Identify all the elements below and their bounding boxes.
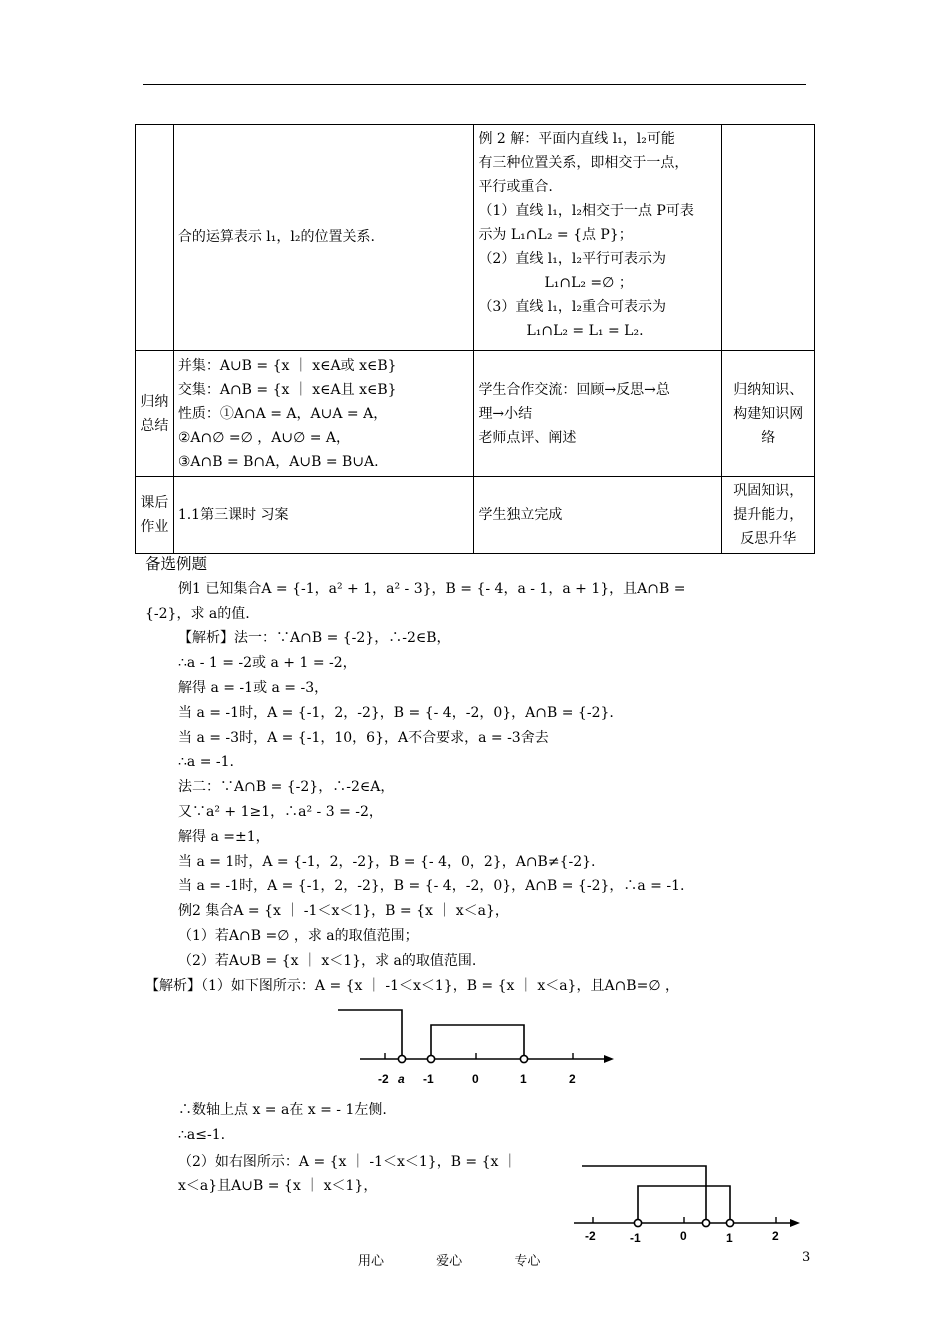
text-line: {-2}，求 a的值. (145, 605, 250, 622)
text-line: 法二：∵A∩B = {-2}，∴-2∈A， (178, 779, 395, 796)
cell-line: （2）直线 l₁，l₂平行可表示为 (478, 251, 666, 267)
section-heading: 备选例题 (145, 555, 208, 573)
cell-line: L₁∩L₂ =∅ ； (544, 275, 633, 291)
text-line: 解得 a =±1， (178, 828, 270, 845)
text-line: （1）若A∩B =∅ ，求 a的取值范围； (178, 927, 419, 944)
tick-label: a (398, 1072, 405, 1086)
tick-label: 0 (472, 1072, 479, 1086)
table-cell: 归纳知识、构建知识网络 (722, 351, 815, 477)
text-line: 又∵a² + 1≥1，∴a² - 3 = -2， (178, 803, 383, 820)
tick-label: 1 (520, 1072, 527, 1086)
text-line: （2）如右图所示：A = {x ｜ -1＜x＜1}，B = {x ｜ (178, 1153, 517, 1170)
header-rule (143, 84, 806, 85)
footer-word: 爱心 (436, 1254, 463, 1269)
cell-line: L₁∩L₂ = L₁ = L₂. (526, 323, 644, 339)
table-cell (136, 125, 174, 351)
cell-line: （3）直线 l₁，l₂重合可表示为 (478, 299, 666, 315)
text-line: 解得 a = -1或 a = -3， (178, 679, 329, 696)
tick-label: -2 (585, 1229, 596, 1243)
page-number: 3 (802, 1250, 811, 1265)
text-line: ∴a - 1 = -2或 a + 1 = -2， (178, 655, 357, 672)
table-cell (173, 351, 474, 477)
text-line: x＜a}且A∪B = {x ｜ x＜1}， (178, 1178, 378, 1195)
table-row (136, 477, 815, 554)
cell-line: 并集：A∪B = {x ｜ x∈A或 x∈B} (177, 357, 397, 374)
text-line: 例1 已知集合A = {-1，a² + 1，a² - 3}，B = {- 4，a - 1，a + 1}，且A∩B = (178, 580, 686, 597)
tick-label: 0 (680, 1229, 687, 1243)
number-line-figure-2 (568, 1158, 808, 1246)
number-line-figure-1 (330, 998, 620, 1094)
text-line: 当 a = -3时，A = {-1，10，6}，A不合要求，a = -3舍去 (178, 729, 549, 746)
table-row (136, 351, 815, 477)
cell-line: ②A∩∅ =∅ ，A∪∅ = A， (177, 429, 351, 446)
tick-label: 2 (772, 1229, 779, 1243)
tick-label: 1 (726, 1231, 733, 1245)
cell-line: 性质：①A∩A = A，A∪A = A， (177, 405, 388, 422)
cell-line: 交集：A∩B = {x ｜ x∈A且 x∈B} (177, 381, 397, 398)
tick-label: -1 (630, 1231, 641, 1245)
text-line: 例2 集合A = {x ｜ -1＜x＜1}，B = {x ｜ x＜a}， (178, 903, 509, 920)
table-cell: 学生独立完成 (474, 477, 722, 554)
text-line: 【解析】（1）如下图所示：A = {x ｜ -1＜x＜1}，B = {x ｜ x＜a}，且A∩B=∅ ， (145, 977, 679, 994)
table-cell (474, 351, 722, 477)
text-line: 【解析】法一：∵A∩B = {-2}，∴-2∈B， (178, 630, 451, 647)
cell-line: ③A∩B = B∩A，A∪B = B∪A. (177, 453, 379, 470)
cell-line: 学生合作交流：回顾→反思→总 (478, 381, 670, 398)
text-line: 当 a = 1时，A = {-1，2，-2}，B = {- 4，0，2}，A∩B≠{-2}. (178, 853, 596, 870)
text-line: 当 a = -1时，A = {-1，2，-2}，B = {- 4，-2，0}，A∩B = {-2}，∴a = -1. (178, 878, 685, 895)
text-line: ∴a = -1. (178, 754, 234, 771)
cell-line: 老师点评、阐述 (478, 429, 577, 446)
cell-line: 平行或重合. (478, 179, 553, 195)
lesson-table (135, 124, 815, 554)
cell-line: 有三种位置关系，即相交于一点， (478, 155, 689, 171)
tick-label: -2 (378, 1072, 389, 1086)
table-cell (722, 125, 815, 351)
cell-line: 示为 L₁∩L₂ = {点 P}； (478, 227, 633, 243)
table-cell: 1.1第三课时 习案 (173, 477, 474, 554)
table-cell: 巩固知识，提升能力，反思升华 (722, 477, 815, 554)
cell-line: （1）直线 l₁，l₂相交于一点 P可表 (478, 203, 694, 219)
cell-line: 理→小结 (478, 405, 533, 422)
text-line: ∴数轴上点 x = a在 x = - 1左侧. (178, 1102, 387, 1118)
text-line: ∴a≤-1. (178, 1126, 226, 1143)
row-title-summary: 归纳总结 (136, 351, 174, 477)
backup-examples (145, 552, 815, 998)
text-line: （2）若A∪B = {x ｜ x＜1}，求 a的取值范围. (178, 952, 477, 969)
page-footer (358, 1250, 568, 1269)
footer-word: 用心 (358, 1254, 385, 1269)
table-cell (474, 125, 722, 351)
cell-text: 合的运算表示 l₁，l₂的位置关系. (177, 228, 375, 245)
cell-line: 例 2 解：平面内直线 l₁，l₂可能 (478, 131, 675, 147)
text-line: 当 a = -1时，A = {-1，2，-2}，B = {- 4，-2，0}，A∩B = {-2}. (178, 704, 614, 721)
footer-word: 专心 (514, 1254, 541, 1269)
table-row (136, 125, 815, 351)
table-cell (173, 125, 474, 351)
row-title-homework: 课后作业 (136, 477, 174, 554)
tick-label: 2 (569, 1072, 576, 1086)
tick-label: -1 (423, 1072, 434, 1086)
